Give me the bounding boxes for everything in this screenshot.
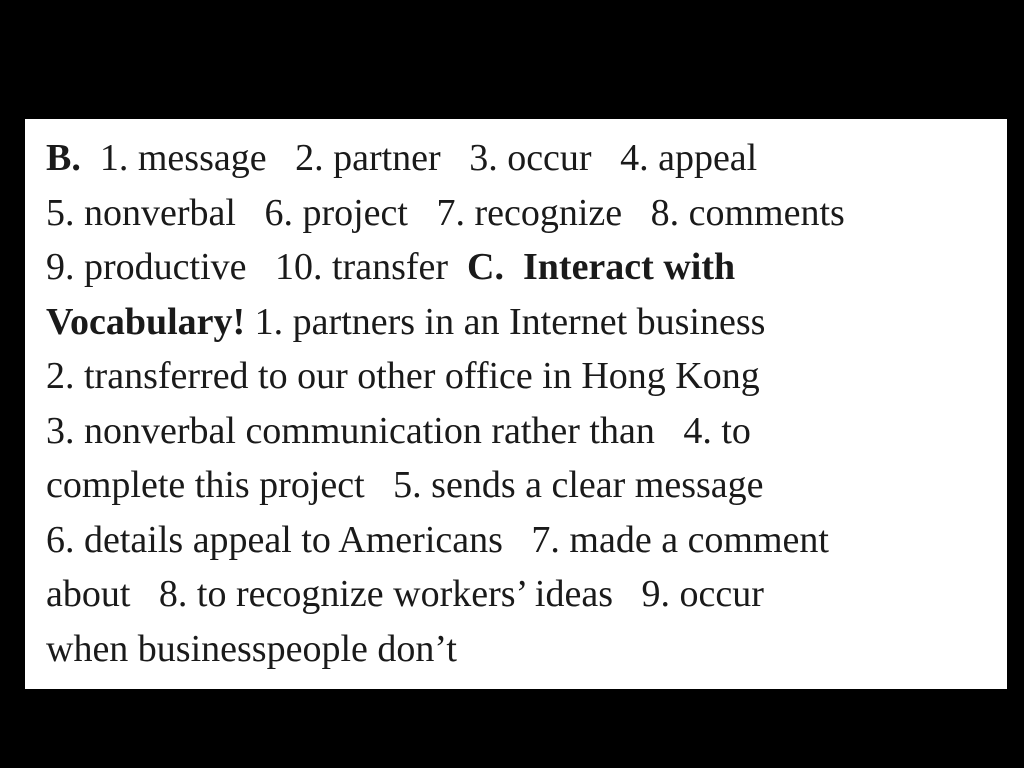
- answer-text: 6. details appeal to Americans 7. made a comment: [46, 518, 829, 561]
- text-line: [46, 460, 996, 515]
- text-line: [46, 569, 996, 624]
- text-line: [46, 133, 996, 188]
- answer-text: 1. partners in an Internet business: [245, 300, 766, 343]
- answer-text: about 8. to recognize workers’ ideas 9. occur: [46, 573, 764, 615]
- section-heading: Vocabulary!: [46, 300, 246, 343]
- answer-key-panel: [25, 119, 1007, 689]
- answer-text: 2. transferred to our other office in Hong Kong: [46, 355, 760, 397]
- text-line: [46, 188, 996, 243]
- answer-text: 9. productive 10. transfer: [46, 246, 468, 288]
- text-line: [46, 406, 996, 461]
- text-line: [46, 515, 996, 570]
- answer-text: complete this project 5. sends a clear message: [46, 464, 764, 506]
- section-heading: C. Interact with: [467, 246, 736, 288]
- text-line: [46, 624, 996, 679]
- section-heading: B.: [46, 137, 81, 179]
- text-line: [46, 351, 996, 406]
- answer-text: 5. nonverbal 6. project 7. recognize 8. comments: [46, 191, 845, 234]
- answer-text: 3. nonverbal communication rather than 4. to: [46, 409, 751, 452]
- answer-text: 1. message 2. partner 3. occur 4. appeal: [80, 137, 758, 179]
- text-line: [46, 242, 996, 297]
- text-line: [46, 297, 996, 352]
- answer-text: when businesspeople don’t: [46, 627, 457, 670]
- answer-key-text: [46, 133, 996, 678]
